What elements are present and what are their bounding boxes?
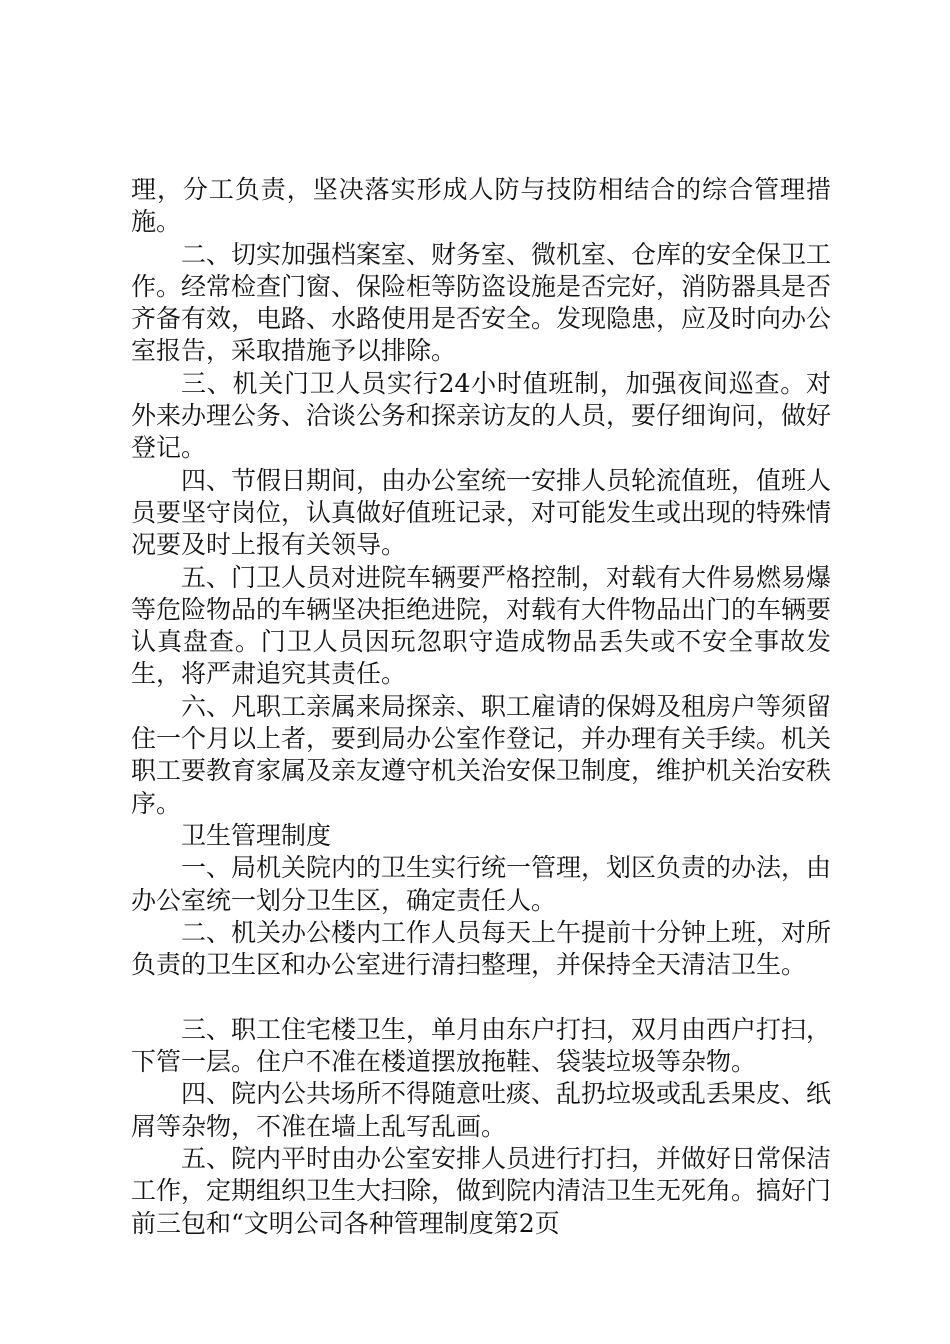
paragraph-item-6: 六、凡职工亲属来局探亲、职工雇请的保姆及租房户等须留住一个月以上者，要到局办公室作登记，并办理有关手续。机关职工要教育家属及亲友遵守机关治安保卫制度，维护机关治安秩序。 [131, 691, 832, 818]
document-body [131, 174, 831, 1240]
hygiene-item-3: 三、职工住宅楼卫生，单月由东户打扫，双月由西户打扫，下管一层。住户不准在楼道摆放拖鞋、袋装垃圾等杂物。 [131, 1014, 832, 1077]
hygiene-item-1: 一、局机关院内的卫生实行统一管理，划区负责的办法，由办公室统一划分卫生区，确定责任人。 [131, 853, 832, 915]
hygiene-item-4: 四、院内公共场所不得随意吐痰、乱扔垃圾或乱丢果皮、纸屑等杂物，不准在墙上乱写乱画。 [131, 1079, 832, 1141]
section-heading: 卫生管理制度 [181, 820, 332, 850]
paragraph-item-5: 五、门卫人员对进院车辆要严格控制，对载有大件易燃易爆等危险物品的车辆坚决拒绝进院，对载有大件物品出门的车辆要认真盘查。门卫人员因玩忽职守造成物品丢失或不安全事故发生，将严肃追究其责任。 [131, 562, 832, 689]
paragraph-item-4: 四、节假日期间，由办公室统一安排人员轮流值班，值班人员要坚守岗位，认真做好值班记录，对可能发生或出现的特殊情况要及时上报有关领导。 [131, 465, 832, 560]
blank-line [131, 981, 831, 1013]
paragraph-item-2: 二、切实加强档案室、财务室、微机室、仓库的安全保卫工作。经常检查门窗、保险柜等防盗设施是否完好，消防器具是否齐备有效，电路、水路使用是否安全。发现隐患，应及时向办公室报告，采取措施予以排除。 [131, 239, 832, 366]
hygiene-item-5: 五、院内平时由办公室安排人员进行打扫，并做好日常保洁工作，定期组织卫生大扫除，做到院内清洁卫生无死角。搞好门前三包和“文明公司各种管理制度第2页 [131, 1143, 832, 1238]
paragraph-continuation: 理，分工负责，坚决落实形成人防与技防相结合的综合管理措施。 [131, 175, 831, 237]
hygiene-item-2: 二、机关办公楼内工作人员每天上午提前十分钟上班，对所负责的卫生区和办公室进行清扫整理，并保持全天清洁卫生。 [131, 917, 832, 980]
paragraph-item-3: 三、机关门卫人员实行24小时值班制，加强夜间巡查。对外来办理公务、洽谈公务和探亲访友的人员，要仔细询问，做好登记。 [131, 368, 832, 463]
